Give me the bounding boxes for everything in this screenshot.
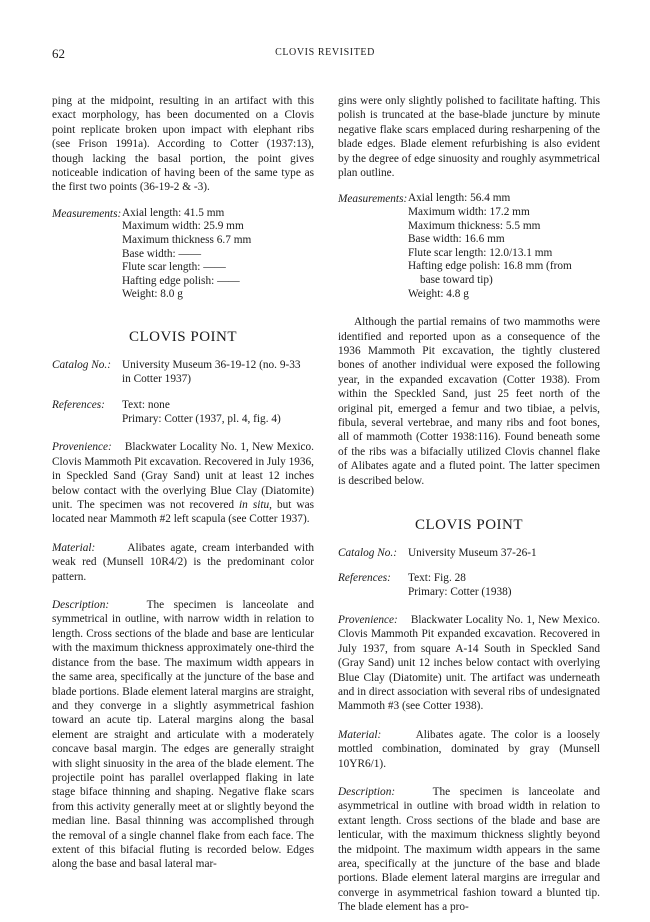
description-paragraph xyxy=(338,785,600,915)
references-label: References: xyxy=(338,571,391,584)
measurements-list xyxy=(408,192,600,301)
measurement-line: Maximum thickness 6.7 mm xyxy=(122,234,252,247)
references-entry xyxy=(338,571,600,599)
measurement-line: Flute scar length: —— xyxy=(122,261,226,274)
measurements-block xyxy=(52,207,314,302)
measurement-line: base toward tip) xyxy=(420,274,493,286)
left-column xyxy=(52,94,314,872)
intro-paragraph: gins were only slightly polished to facilitate hafting. This polish is truncated at the base-blade juncture by minute negative flake scars emplaced during resharpening of the blade edges. Blade element refurbishing is also evident by the degree of edge sinuosity and roughly asymmetrical plan outline. xyxy=(338,95,600,180)
reference-line: Primary: Cotter (1937, pl. 4, fig. 4) xyxy=(122,413,281,426)
intro-paragraph: ping at the midpoint, resulting in an artifact with this exact morphology, has been documented on a Clovis point replicate broken upon impact with elephant ribs (see Frison 1991a). According to Cotter (1937:13), though lacking the basal portion, the point gives noticeable indication of having been of the same type as the first two points (36-19-2 & -3). xyxy=(52,95,314,194)
running-title: CLOVIS REVISITED xyxy=(275,47,375,58)
catalog-line: in Cotter 1937) xyxy=(122,373,192,386)
references-entry xyxy=(52,398,314,426)
measurement-line: Flute scar length: 12.0/13.1 mm xyxy=(408,246,553,259)
section-heading: CLOVIS POINT xyxy=(414,517,524,534)
material-label: Material: xyxy=(338,728,382,741)
provenience-paragraph xyxy=(338,613,600,714)
description-paragraph xyxy=(52,598,314,872)
references-label: References: xyxy=(52,399,105,412)
measurements-label: Measurements: xyxy=(52,207,122,220)
description-text: The specimen is lanceolate and asymmetrical in outline with broad width in relation to extant length. Cross sections of the blade and base are lenticular, with the maximum thickness slightly beyond the midpoint. The maximum width appears in the same area, specifically at the juncture of the base and blade portions. Blade element lateral margins are irregular and converge in asymmetrical fashion toward a blunted tip. The blade element has a pro- xyxy=(338,785,600,914)
description-label: Description: xyxy=(52,599,110,612)
measurements-label: Measurements: xyxy=(338,193,408,206)
right-column xyxy=(338,94,600,915)
measurement-line: Maximum width: 25.9 mm xyxy=(122,220,244,233)
provenience-text: Blackwater Locality No. 1, New Mexico. Clovis Mammoth Pit expanded excavation. Recovered in July 1937, from square A-14 South in Speckled Sand (Gray Sand) unit 12 inches below contact with overlying Blue Clay (Diatomite) unit. The artifact was underneath and in direct association with several ribs of undesignated Mammoth #3 (see Cotter 1938). xyxy=(338,613,600,713)
description-label: Description: xyxy=(338,785,396,798)
measurement-line: Weight: 8.0 g xyxy=(122,288,183,301)
measurement-line: Axial length: 56.4 mm xyxy=(408,192,511,205)
provenience-italic: in situ xyxy=(239,499,270,512)
material-paragraph xyxy=(338,728,600,771)
material-paragraph xyxy=(52,541,314,584)
measurement-line: Weight: 4.8 g xyxy=(408,287,469,300)
provenience-label: Provenience: xyxy=(338,613,398,626)
measurement-line: Base width: 16.6 mm xyxy=(408,233,505,246)
provenience-text: Blackwater Locality No. 1, New Mexico. Clovis Mammoth Pit excavation. Recovered in July 1936, in Speckled Sand (Gray Sand) unit at least 12 inches below contact with the overlying Blue Clay (Diatomite) unit. The specimen was not recovered xyxy=(52,441,314,512)
catalog-entry xyxy=(52,358,314,386)
reference-line: Text: none xyxy=(122,399,170,412)
measurement-line: Maximum width: 17.2 mm xyxy=(408,206,530,219)
catalog-label: Catalog No.: xyxy=(52,359,111,372)
provenience-label: Provenience: xyxy=(52,441,112,454)
measurement-line: Base width: —— xyxy=(122,247,202,260)
catalog-line: University Museum 37-26-1 xyxy=(408,547,537,560)
section-heading: CLOVIS POINT xyxy=(128,329,238,345)
measurement-line: Hafting edge polish: —— xyxy=(122,274,240,287)
catalog-line: University Museum 36-19-12 (no. 9-33 xyxy=(122,359,301,372)
material-label: Material: xyxy=(52,541,96,554)
reference-line: Text: Fig. 28 xyxy=(408,571,466,584)
page-number: 62 xyxy=(52,46,65,61)
measurement-line: Hafting edge polish: 16.8 mm (from xyxy=(408,260,572,273)
catalog-label: Catalog No.: xyxy=(338,547,397,560)
provenience-paragraph xyxy=(52,440,314,526)
body-paragraph: Although the partial remains of two mammoths were identified and reported upon as a consequence of the 1936 Mammoth Pit excavation, the tightly clustered bones of another individual were exposed the following year, in the expanded excavation (Cotter 1938). From within the Speckled Sand, just 25 feet north of the original pit, emerged a femur and two tibiae, a pelvis, fibula, several vertebrae, and many ribs and foot bones, all of mammoth (Cotter 1938:116). Found beneath some of the ribs was a bifacially utilized Clovis channel flake of Alibates agate and a fluted point. The latter specimen is described below. xyxy=(338,316,600,487)
description-text: The specimen is lanceolate and symmetrical in outline, with narrow width in relation to length. Cross sections of the blade and base are lenticular with the maximum thickness approximately one-third the distance from the base. The maximum width appears in the same area, specifically at the juncture of the base and blade portions. Blade element lateral margins are straight, and they converge in a slightly asymmetrical fashion toward an acute tip. Lateral margins along the basal element are straight and articulate with a moderately concave basal margin. The edges are generally straight with slight sinuosity in the area of the blade element. The projectile point has parallel overlapped flaking in late stage biface thinning and shaping. Negative flake scars from this activity generally meet at or slightly beyond the median line. Basal thinning was accomplished through the removal of a single channel flake from each face. The extent of this bifacial fluting is recorded below. Edges along the base and basal lateral mar- xyxy=(52,599,314,871)
measurements-list xyxy=(122,207,314,302)
measurement-line: Maximum thickness: 5.5 mm xyxy=(408,219,541,232)
provenience-text-end: , but was located near Mammoth #2 left scapula (see Cotter 1937). xyxy=(52,499,314,526)
material-text: Alibates agate. The color is a loosely mottled combination, dominated by gray (Munsell 10YR6/1). xyxy=(338,728,600,770)
reference-line: Primary: Cotter (1938) xyxy=(408,585,512,598)
catalog-entry xyxy=(338,546,600,560)
measurement-line: Axial length: 41.5 mm xyxy=(122,206,225,219)
measurements-block xyxy=(338,192,600,301)
material-text: Alibates agate, cream interbanded with weak red (Munsell 10R4/2) is the predominant color pattern. xyxy=(52,541,314,583)
